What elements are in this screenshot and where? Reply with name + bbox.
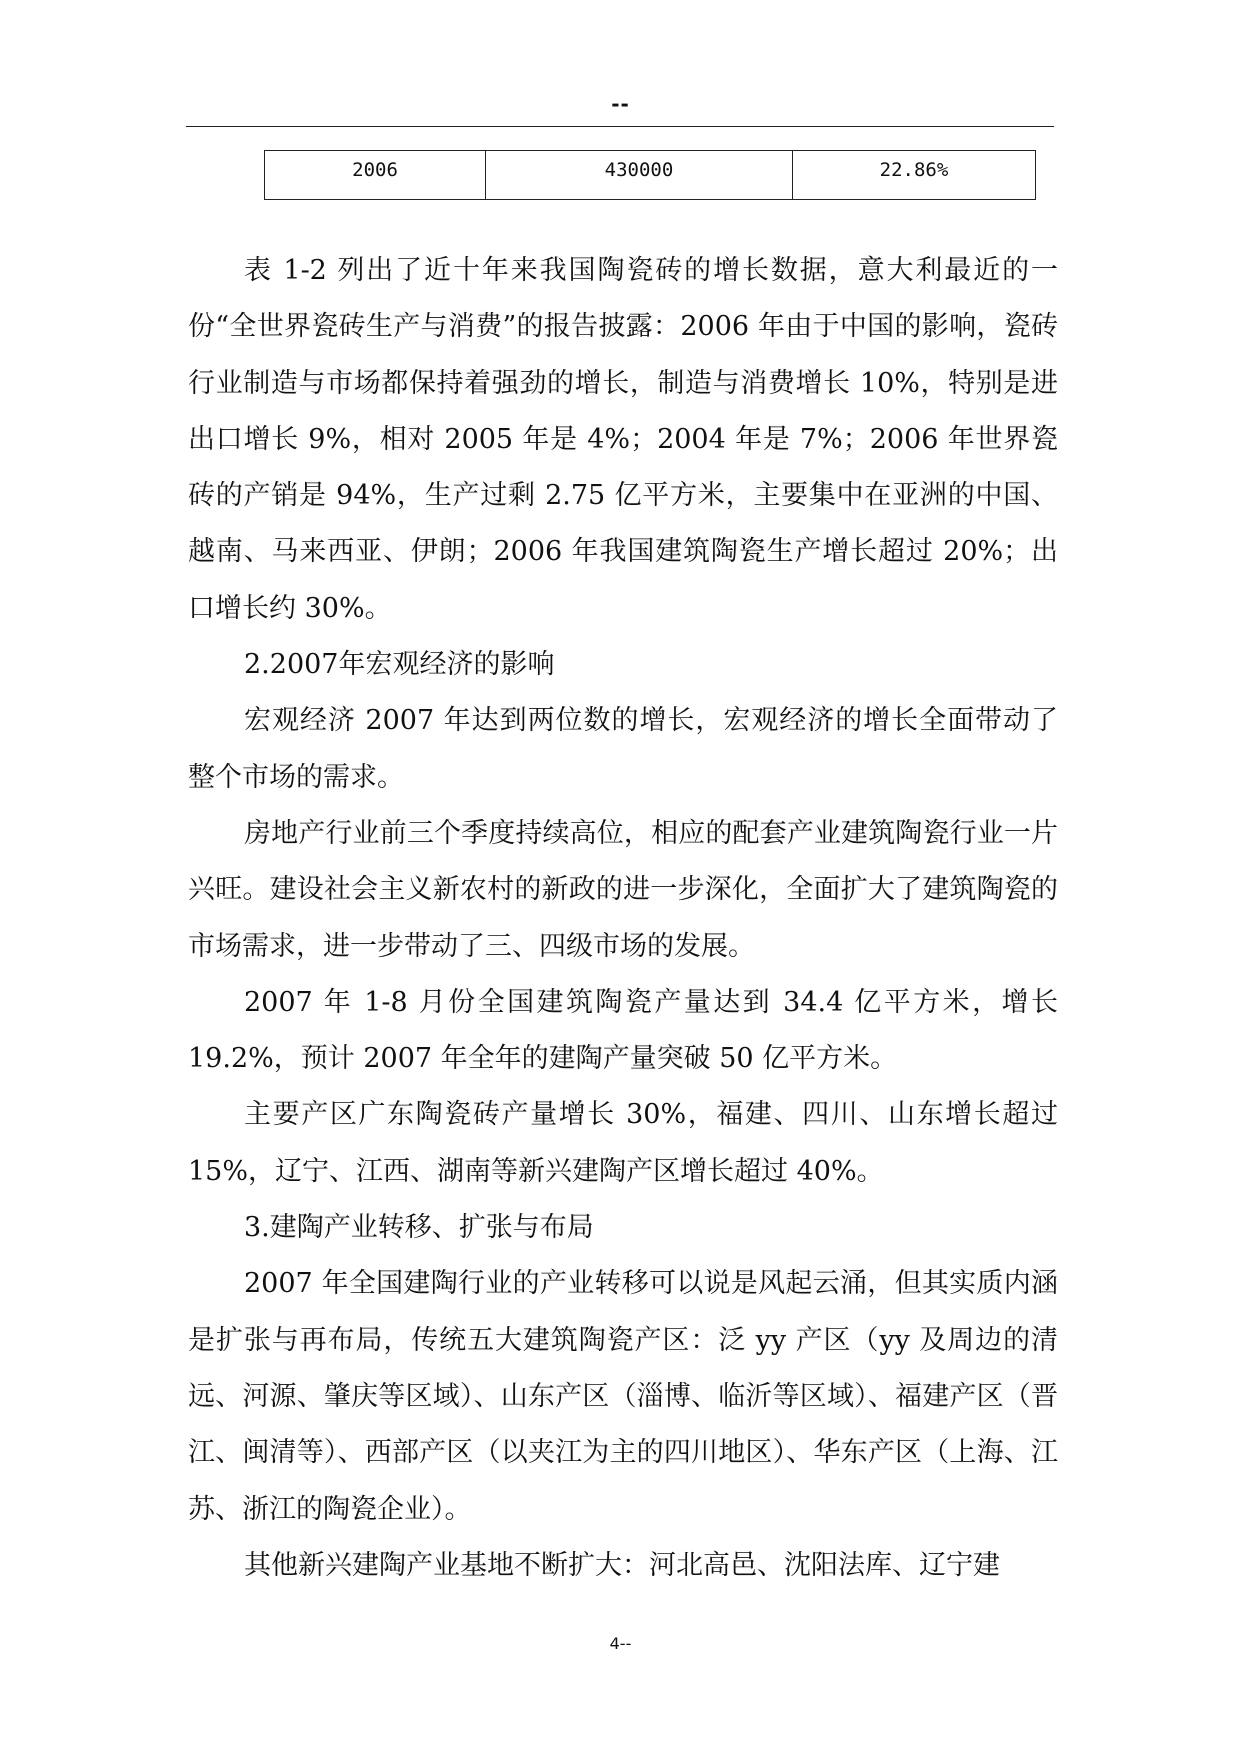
table-row — [265, 151, 1036, 200]
header-rule — [186, 126, 1054, 127]
value-cell: 430000 — [486, 151, 793, 200]
paragraph-macro-growth: 宏观经济 2007 年达到两位数的增长，宏观经济的增长全面带动了整个市场的需求。 — [188, 705, 1058, 793]
page-header-mark: -- — [611, 92, 630, 116]
paragraph-regions-growth: 主要产区广东陶瓷砖产量增长 30%，福建、四川、山东增长超过 15%，辽宁、江西、湖南等新兴建陶产区增长超过 40%。 — [188, 1099, 1058, 1187]
section-heading-macro-economy: 2.2007年宏观经济的影响 — [244, 649, 555, 681]
page-number: 4-- — [609, 1634, 632, 1653]
body-text — [188, 243, 1058, 1594]
growth-data-table — [264, 150, 1036, 200]
rate-cell: 22.86% — [792, 151, 1035, 200]
paragraph-real-estate: 房地产行业前三个季度持续高位，相应的配套产业建筑陶瓷行业一片兴旺。建设社会主义新农村的新政的进一步深化，全面扩大了建筑陶瓷的市场需求，进一步带动了三、四级市场的发展。 — [188, 817, 1058, 962]
paragraph-table-summary: 表 1-2 列出了近十年来我国陶瓷砖的增长数据，意大利最近的一份“全世界瓷砖生产与消费”的报告披露：2006 年由于中国的影响，瓷砖行业制造与市场都保持着强劲的增长，制造与消费增长 10%，特别是进出口增长 9%，相对 2005 年是 4%；2004 年是 7%；2006 年世界瓷砖的产销是 94%，生产过剩 2.75 亿平方米，主要集中在亚洲的中国、越南、马来西亚、伊朗；2006 年我国建筑陶瓷生产增长超过 20%；出口增长约 30%。 — [188, 255, 1058, 624]
section-heading-industry-transfer: 3.建陶产业转移、扩张与布局 — [244, 1212, 594, 1244]
paragraph-new-bases: 其他新兴建陶产业基地不断扩大：河北高邑、沈阳法库、辽宁建 — [244, 1549, 1000, 1581]
year-cell: 2006 — [265, 151, 486, 200]
paragraph-output-2007: 2007 年 1-8 月份全国建筑陶瓷产量达到 34.4 亿平方米，增长 19.2%，预计 2007 年全年的建陶产量突破 50 亿平方米。 — [188, 986, 1058, 1075]
paragraph-industry-transfer: 2007 年全国建陶行业的产业转移可以说是风起云涌，但其实质内涵是扩张与再布局，传统五大建筑陶瓷产区：泛 yy 产区（yy 及周边的清远、河源、肇庆等区域）、山东产区（淄博、临沂等区域）、福建产区（晋江、闽清等）、西部产区（以夹江为主的四川地区）、华东产区（上海、江苏、浙江的陶瓷企业）。 — [188, 1268, 1058, 1525]
